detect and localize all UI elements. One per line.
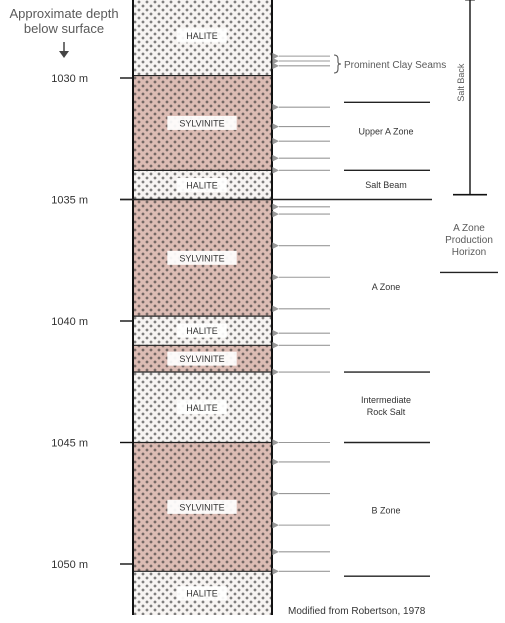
credit-text: Modified from Robertson, 1978 bbox=[288, 606, 426, 617]
layer-label: HALITE bbox=[186, 588, 218, 599]
depth-tick-label: 1030 m bbox=[51, 73, 88, 85]
salt-back-indicator bbox=[453, 0, 487, 195]
production-horizon-label: Production bbox=[445, 235, 493, 246]
arrow-down-icon bbox=[59, 42, 69, 58]
production-horizon bbox=[440, 223, 498, 272]
zone-label: Upper A Zone bbox=[358, 126, 414, 137]
layer-label: HALITE bbox=[186, 402, 218, 413]
layer-label: HALITE bbox=[186, 180, 218, 191]
depth-tick-label: 1035 m bbox=[51, 194, 88, 207]
layer-label: SYLVINITE bbox=[179, 502, 225, 513]
zone-annotations bbox=[344, 102, 430, 576]
arrow-up-icon bbox=[465, 0, 475, 1]
layer-label: SYLVINITE bbox=[179, 354, 225, 365]
zone-label: Rock Salt bbox=[366, 407, 406, 418]
salt-back-label: Salt Back bbox=[456, 63, 466, 102]
zone-label: Salt Beam bbox=[365, 179, 407, 190]
layer-label: HALITE bbox=[186, 30, 218, 41]
clay-seam-arrows bbox=[279, 56, 330, 571]
depth-tick-label: 1040 m bbox=[51, 316, 88, 328]
zone-label: A Zone bbox=[371, 281, 401, 292]
production-horizon-label: A Zone bbox=[453, 223, 485, 234]
production-horizon-label: Horizon bbox=[451, 247, 487, 258]
zone-label: Intermediate bbox=[360, 395, 412, 406]
header-line-1: Approximate depth bbox=[9, 6, 119, 21]
depth-tick-label: 1045 m bbox=[51, 437, 88, 450]
layer-label: SYLVINITE bbox=[179, 253, 225, 264]
clay-seams-bracket bbox=[334, 55, 446, 73]
depth-tick-label: 1050 m bbox=[51, 559, 88, 571]
layer-label: HALITE bbox=[186, 326, 218, 337]
rock-layers bbox=[133, 0, 272, 615]
zone-label: B Zone bbox=[371, 505, 401, 516]
clay-seams-label: Prominent Clay Seams bbox=[344, 60, 447, 71]
header-line-2: below surface bbox=[23, 21, 105, 36]
depth-header bbox=[9, 6, 118, 58]
layer-label: SYLVINITE bbox=[179, 118, 225, 129]
